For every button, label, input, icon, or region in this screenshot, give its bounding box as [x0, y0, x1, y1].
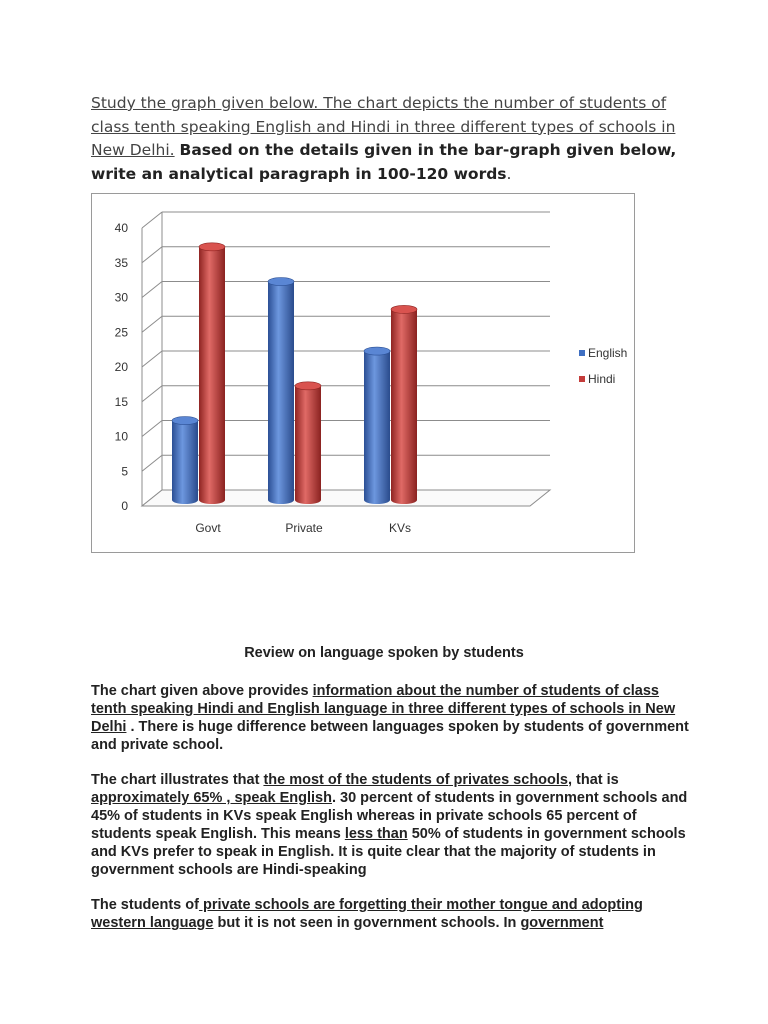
p2-text-b: , that is	[567, 772, 619, 788]
p2-text-c: . 30 percent of students in government schools and 45% of students in KVs speak English whereas in private schools 65 percent of students speak English. This means	[91, 790, 688, 842]
legend-swatch-english	[579, 350, 585, 356]
bar-hindi-govt	[199, 247, 225, 504]
bar-english-kvs	[364, 351, 390, 504]
p2-underline-3: less than	[344, 826, 408, 842]
bar-hindi-private	[295, 386, 321, 504]
y-tick-label: 15	[114, 394, 128, 409]
question-intro: Study the graph given below. The chart depicts the number of students of class tenth speaking English and Hindi in three different types of schools in New Delhi.	[91, 94, 676, 159]
bar-top-hindi-govt	[199, 243, 225, 251]
p2-text-d: 50% of students in government schools and KVs prefer to speak in English. It is quite clear that the majority of students in government schools are Hindi-speaking	[91, 826, 686, 878]
y-tick-label: 10	[114, 429, 128, 444]
p2-underline-1: the most of the students of privates schools	[263, 772, 568, 788]
p2-underline-2: approximately 65% , speak English	[91, 790, 332, 806]
y-tick-label: 35	[114, 255, 128, 270]
bar-english-private	[268, 282, 294, 504]
p3-text-b: but it is not seen in government schools. In	[213, 915, 521, 931]
p3-underline-1: private schools are forgetting their mother tongue and adopting western language	[91, 897, 643, 931]
bar-chart	[91, 193, 635, 553]
p1-text-b: . There is huge difference between languages spoken by students of government and private school.	[91, 719, 689, 753]
gridline-depth	[142, 247, 162, 263]
bar-top-hindi-kvs	[391, 305, 417, 313]
bar-top-english-kvs	[364, 347, 390, 355]
gridline-depth	[142, 351, 162, 367]
review-title: Review on language spoken by students	[244, 645, 524, 661]
question-instruction: Based on the details given in the bar-graph given below, write an analytical paragraph in 100-120 words	[91, 141, 677, 183]
gridline-depth	[142, 212, 162, 228]
gridline-depth	[142, 455, 162, 471]
paragraph-1	[91, 682, 691, 754]
x-tick-label: KVs	[388, 521, 412, 535]
y-tick-label: 0	[121, 499, 128, 513]
gridline-depth	[142, 386, 162, 402]
legend-swatch-hindi	[579, 376, 585, 382]
paragraph-2	[91, 771, 691, 879]
y-tick-label: 20	[114, 360, 128, 374]
bar-top-english-govt	[172, 417, 198, 425]
question-end: .	[506, 164, 512, 183]
bar-top-hindi-private	[295, 382, 321, 390]
question-text	[91, 92, 691, 186]
p3-underline-2: government	[520, 915, 604, 931]
p1-text-a: The chart given above provides	[91, 683, 313, 699]
gridline-depth	[142, 282, 162, 298]
paragraph-3	[91, 896, 691, 932]
p3-text-a: The students of	[91, 897, 199, 913]
bar-hindi-kvs	[391, 309, 417, 504]
legend-label-english: English	[588, 346, 628, 360]
y-tick-label: 30	[114, 290, 128, 305]
legend-label-hindi: Hindi	[588, 372, 616, 386]
y-tick-label: 5	[121, 464, 128, 479]
y-tick-label: 40	[114, 221, 128, 235]
x-tick-label: Govt	[195, 521, 221, 535]
bar-english-govt	[172, 421, 198, 504]
bar-chart-svg	[92, 194, 636, 554]
y-tick-label: 25	[114, 325, 128, 340]
p1-underline: information about the number of students of class tenth speaking Hindi and English language in three different types of schools in New Delhi	[91, 683, 676, 735]
gridline-depth	[142, 316, 162, 332]
bar-top-english-private	[268, 278, 294, 286]
x-tick-label: Private	[285, 521, 323, 535]
p2-text-a: The chart illustrates that	[91, 772, 264, 788]
gridline-depth	[142, 421, 162, 437]
